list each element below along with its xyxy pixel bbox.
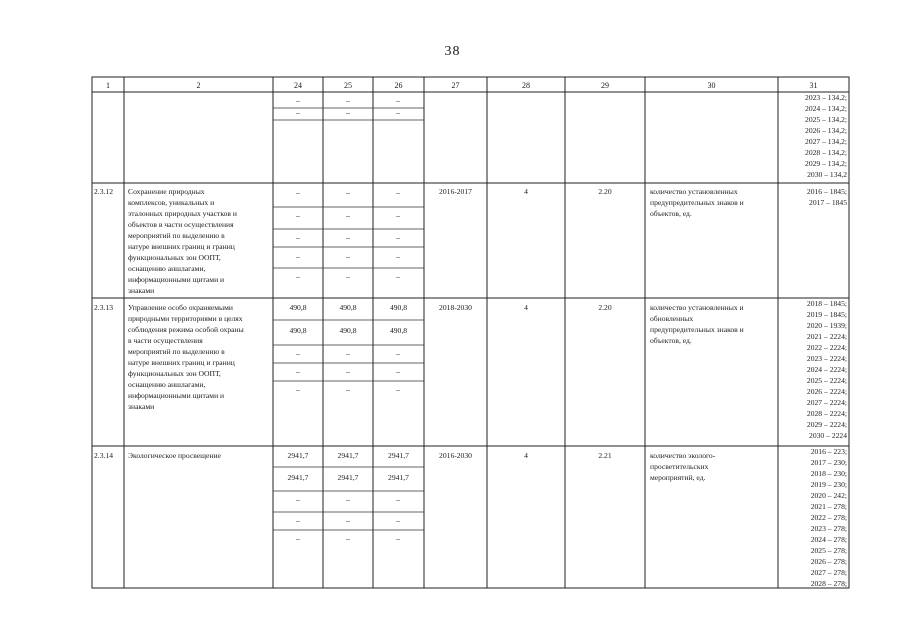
amount-24: 2941,7 [287, 451, 309, 460]
header-col-1: 1 [106, 81, 110, 90]
name-line: функциональных зон ООПТ, [128, 369, 221, 378]
years-cell: 2018-2030 [439, 303, 472, 312]
row-id: 2.3.13 [94, 303, 113, 312]
amount-25: 490,8 [339, 303, 357, 312]
indicator-line: объектов, ед. [650, 209, 692, 218]
value-line: 2027 – 2224; [806, 398, 847, 407]
page-number: 38 [444, 44, 461, 59]
name-line: функциональных зон ООПТ, [128, 253, 221, 262]
value-line: 2021 – 278; [810, 502, 847, 511]
dash-cell: – [296, 211, 300, 220]
col28-cell: 4 [524, 451, 528, 460]
dash-cell: – [296, 252, 300, 261]
value-line: 2018 – 1845; [806, 299, 847, 308]
dash-cell: – [346, 108, 350, 117]
value-line: 2023 – 134,2; [805, 93, 847, 102]
indicator-cell [650, 302, 776, 346]
amount-24: 2941,7 [287, 473, 309, 482]
amount-25: 2941,7 [337, 451, 359, 460]
amount-26: 490,8 [389, 303, 408, 312]
header-col-31: 31 [809, 81, 818, 90]
name-line: информационными щитами и [128, 275, 225, 284]
dash-cell: – [346, 349, 350, 358]
name-line: информационными щитами и [128, 391, 225, 400]
dash-cell: – [296, 516, 300, 525]
value-line: 2026 – 134,2; [805, 126, 847, 135]
dash-cell: – [396, 495, 400, 504]
indicator-cell [650, 450, 776, 483]
row-name [128, 186, 272, 296]
name-line: эталонных природных участков и [128, 209, 237, 218]
dash-cell: – [346, 233, 350, 242]
dash-cell: – [296, 233, 300, 242]
value-line: 2018 – 230; [810, 469, 847, 478]
value-line: 2016 – 223; [810, 447, 847, 456]
name-line: знаками [128, 286, 155, 295]
dash-cell: – [396, 96, 400, 105]
value-line: 2023 – 278; [810, 524, 847, 533]
name-line: мероприятий по выделению в [128, 347, 225, 356]
value-line: 2030 – 2224 [809, 431, 847, 440]
years-cell: 2016-2030 [439, 451, 472, 460]
value-line: 2024 – 278; [810, 535, 847, 544]
dash-cell: – [296, 349, 300, 358]
header-col-29: 29 [601, 81, 609, 90]
value-line: 2025 – 2224; [806, 376, 847, 385]
dash-cell: – [396, 385, 400, 394]
indicator-line: предупредительных знаков и [650, 325, 744, 334]
years-cell: 2016-2017 [439, 187, 472, 196]
amount-25: 2941,7 [337, 473, 359, 482]
indicator-line: просветительских [650, 462, 709, 471]
value-line: 2024 – 134,2; [805, 104, 847, 113]
name-line: оснащению аншлагами, [128, 264, 206, 273]
dash-cell: – [296, 108, 300, 117]
dash-cell: – [296, 534, 300, 543]
value-line: 2017 – 1845 [809, 198, 847, 207]
indicator-line: объектов, ед. [650, 336, 692, 345]
value-line: 2029 – 2224; [806, 420, 847, 429]
row-name [128, 302, 272, 412]
indicator-line: мероприятий, ед. [650, 473, 706, 482]
dash-cell: – [396, 367, 400, 376]
col28-cell: 4 [524, 303, 528, 312]
dash-cell: – [296, 272, 300, 281]
dash-cell: – [396, 534, 400, 543]
dash-cell: – [396, 272, 400, 281]
value-line: 2027 – 134,2; [805, 137, 847, 146]
dash-cell: – [396, 233, 400, 242]
indicator-line: количество установленных [650, 187, 738, 196]
name-line: в части осуществления [128, 336, 203, 345]
name-line: природными территориями в целях [128, 314, 243, 323]
dash-cell: – [346, 385, 350, 394]
name-line: Управление особо охраняемыми [128, 303, 233, 312]
dash-cell: – [296, 96, 300, 105]
dash-cell: – [396, 211, 400, 220]
header-col-25: 25 [344, 81, 352, 90]
value-line: 2026 – 278; [810, 557, 847, 566]
row-id: 2.3.12 [94, 187, 113, 196]
name-line: Сохранение природных [128, 187, 205, 196]
name-line: натуре внешних границ и границ [128, 358, 235, 367]
value-line: 2030 – 134,2 [807, 170, 847, 179]
value-line: 2026 – 2224; [806, 387, 847, 396]
value-line: 2021 – 2224; [806, 332, 847, 341]
dash-cell: – [296, 495, 300, 504]
dash-cell: – [346, 534, 350, 543]
amount-26: 2941,7 [388, 451, 409, 460]
value-line: 2022 – 2224; [806, 343, 847, 352]
name-line: объектов в части осуществления [128, 220, 234, 229]
indicator-line: обновленных [650, 314, 694, 323]
indicator-line: количество эколого- [650, 451, 716, 460]
amount-26: 490,8 [389, 326, 408, 335]
row-id: 2.3.14 [94, 451, 113, 460]
row-name: Экологическое просвещение [128, 451, 221, 460]
name-line: комплексов, уникальных и [128, 198, 215, 207]
value-line: 2028 – 134,2; [805, 148, 847, 157]
dash-cell: – [396, 108, 400, 117]
col28-cell: 4 [524, 187, 528, 196]
value-line: 2024 – 2224; [806, 365, 847, 374]
value-line: 2027 – 278; [810, 568, 847, 577]
dash-cell: – [296, 367, 300, 376]
value-line: 2020 – 1939; [806, 321, 847, 330]
col29-cell: 2.20 [598, 303, 612, 312]
name-line: оснащению аншлагами, [128, 380, 206, 389]
dash-cell: – [346, 211, 350, 220]
name-line: знаками [128, 402, 155, 411]
header-col-30: 30 [707, 81, 716, 90]
dash-cell: – [346, 96, 350, 105]
value-line: 2016 – 1845; [806, 187, 847, 196]
dash-cell: – [346, 272, 350, 281]
name-line: натуре внешних границ и границ [128, 242, 235, 251]
name-line: соблюдения режима особой охраны [128, 325, 244, 334]
value-line: 2025 – 278; [810, 546, 847, 555]
indicator-line: количество установленных и [650, 303, 744, 312]
amount-25: 490,8 [339, 326, 357, 335]
header-col-27: 27 [451, 81, 460, 90]
col29-cell: 2.21 [598, 451, 612, 460]
value-line: 2023 – 2224; [806, 354, 847, 363]
dash-cell: – [296, 188, 300, 197]
header-col-28: 28 [522, 81, 530, 90]
amount-24: 490,8 [289, 326, 307, 335]
dash-cell: – [396, 516, 400, 525]
indicator-cell [650, 186, 776, 219]
value-line: 2025 – 134,2; [805, 115, 847, 124]
dash-cell: – [296, 385, 300, 394]
header-col-24: 24 [294, 81, 302, 90]
indicator-line: предупредительных знаков и [650, 198, 744, 207]
value-line: 2019 – 1845; [806, 310, 847, 319]
name-line: мероприятий по выделению в [128, 231, 225, 240]
dash-cell: – [346, 495, 350, 504]
header-col-2: 2 [196, 81, 201, 90]
value-line: 2017 – 230; [810, 458, 847, 467]
value-line: 2020 – 242; [810, 491, 847, 500]
dash-cell: – [346, 367, 350, 376]
value-line: 2029 – 134,2; [805, 159, 847, 168]
dash-cell: – [396, 252, 400, 261]
dash-cell: – [346, 188, 350, 197]
dash-cell: – [396, 349, 400, 358]
value-line: 2019 – 230; [810, 480, 847, 489]
value-line: 2028 – 2224; [806, 409, 847, 418]
dash-cell: – [346, 252, 350, 261]
value-line: 2028 – 278; [810, 579, 847, 588]
amount-26: 2941,7 [388, 473, 409, 482]
dash-cell: – [346, 516, 350, 525]
value-line: 2022 – 278; [810, 513, 847, 522]
col29-cell: 2.20 [598, 187, 612, 196]
dash-cell: – [396, 188, 400, 197]
amount-24: 490,8 [289, 303, 307, 312]
header-col-26: 26 [394, 81, 403, 90]
